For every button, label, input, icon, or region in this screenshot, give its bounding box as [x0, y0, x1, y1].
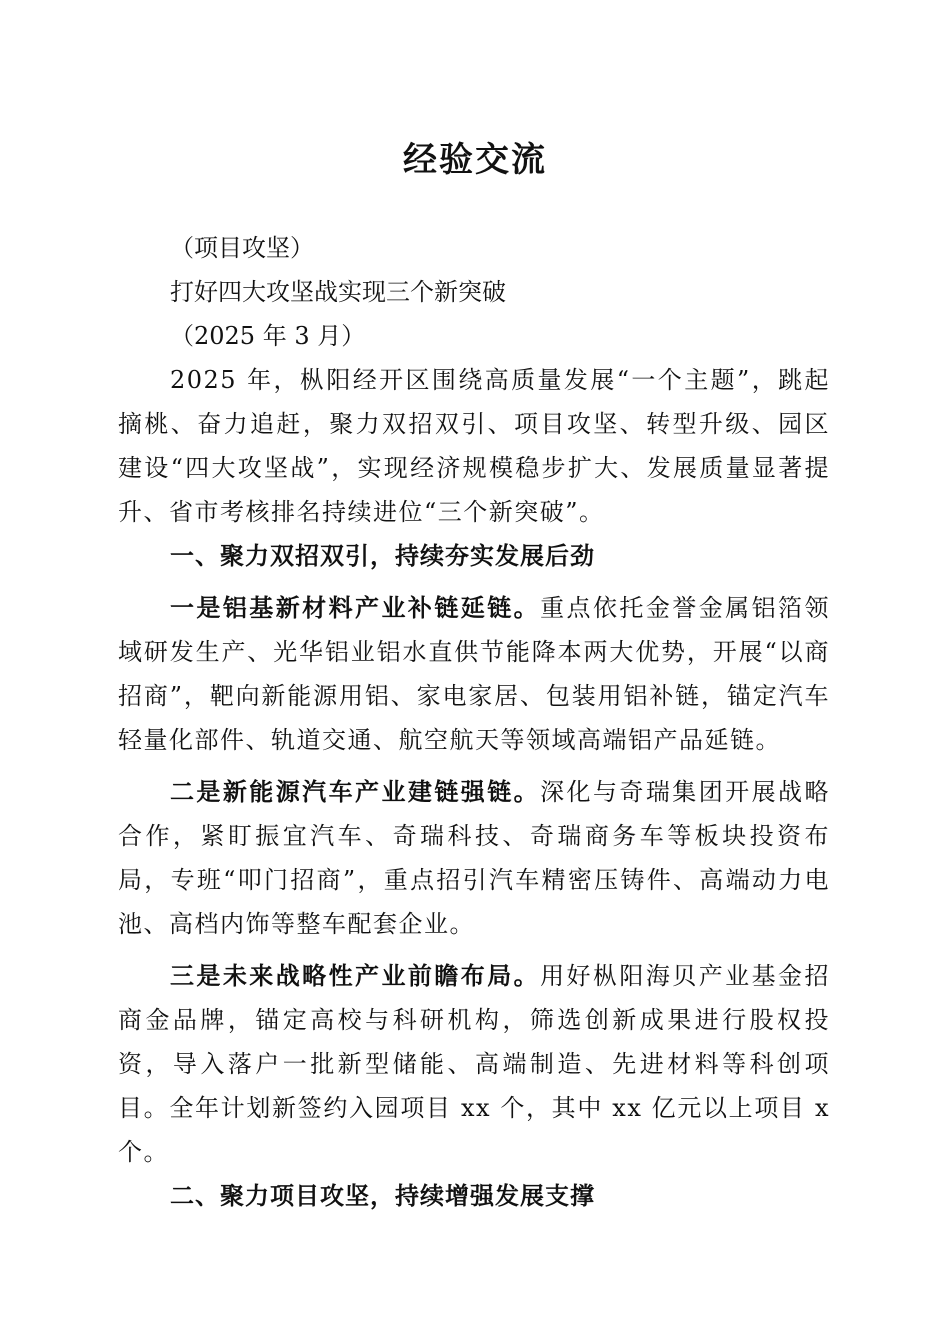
section-heading-2: 二、聚力项目攻坚，持续增强发展支撑 — [170, 1181, 595, 1210]
paragraph-item-2 — [118, 770, 830, 946]
section-heading-1: 一、聚力双招双引，持续夯实发展后劲 — [170, 541, 595, 570]
paragraph-body: 用好枞阳海贝产业基金招商金品牌，锚定高校与科研机构，筛选创新成果进行股权投资，导入落户一批新型储能、高端制造、先进材料等科创项目。全年计划新签约入园项目 xx 个，其中 xx 亿元以上项目 x 个。 — [118, 962, 830, 1166]
paragraph-body: 重点依托金誉金属铝箔领域研发生产、光华铝业铝水直供节能降本两大优势，开展“以商招商”，靶向新能源用铝、家电家居、包装用铝补链，锚定汽车轻量化部件、轨道交通、航空航天等领域高端铝产品延链。 — [118, 594, 830, 754]
paragraph-lead: 二是新能源汽车产业建链强链。 — [170, 777, 541, 806]
paragraph-lead: 一是铝基新材料产业补链延链。 — [170, 593, 541, 622]
paragraph-lead: 三是未来战略性产业前瞻布局。 — [170, 961, 541, 990]
paragraph-body: 深化与奇瑞集团开展战略合作，紧盯振宜汽车、奇瑞科技、奇瑞商务车等板块投资布局，专班“叩门招商”，重点招引汽车精密压铸件、高端动力电池、高档内饰等整车配套企业。 — [118, 778, 830, 938]
document-title: 经验交流 — [403, 140, 547, 180]
paragraph-item-1 — [118, 586, 830, 762]
document-category: （项目攻坚） — [170, 234, 314, 262]
paragraph-item-3 — [118, 954, 830, 1174]
intro-paragraph: 2025 年，枞阳经开区围绕高质量发展“一个主题”，跳起摘桃、奋力追赶，聚力双招双引、项目攻坚、转型升级、园区建设“四大攻坚战”，实现经济规模稳步扩大、发展质量显著提升、省市考核排名持续进位“三个新突破”。 — [118, 366, 830, 526]
document-subtitle: 打好四大攻坚战实现三个新突破 — [170, 278, 506, 306]
document-body — [118, 226, 830, 1218]
document-date: （2025 年 3 月） — [170, 322, 366, 350]
